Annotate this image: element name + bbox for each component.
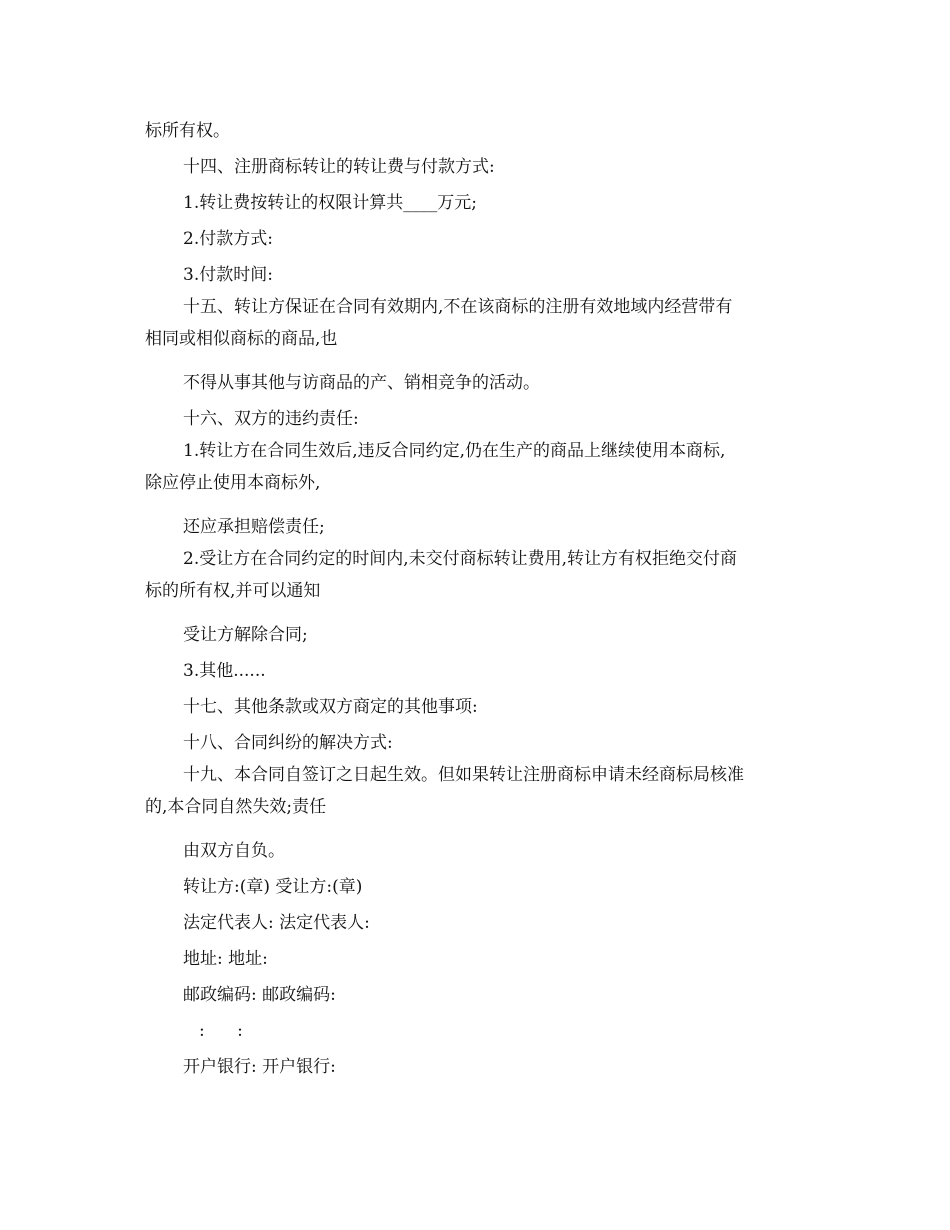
- clause-heading: 十五、转让方保证在合同有效期内,不在该商标的注册有效地域内经营带有: [183, 297, 733, 317]
- signature-line: 开户银行: 开户银行:: [183, 1057, 336, 1077]
- text-line: 3.其他......: [183, 661, 266, 681]
- text-line: 2.付款方式:: [183, 229, 273, 249]
- text-line: 由双方自负。: [183, 841, 285, 861]
- signature-line: 地址: 地址:: [183, 949, 268, 969]
- clause-heading: 十七、其他条款或双方商定的其他事项:: [183, 697, 478, 717]
- signature-line: 转让方:(章) 受让方:(章): [183, 877, 363, 897]
- clause-heading: 十四、注册商标转让的转让费与付款方式:: [183, 157, 495, 177]
- text-line: 标的所有权,并可以通知: [145, 581, 321, 601]
- text-line: 标所有权。: [145, 121, 230, 141]
- signature-line: 邮政编码: 邮政编码:: [183, 985, 336, 1005]
- clause-heading: 十九、本合同自签订之日起生效。但如果转让注册商标申请未经商标局核准: [183, 765, 744, 785]
- text-line: 1.转让费按转让的权限计算共____万元;: [183, 193, 477, 213]
- document-body: [145, 113, 805, 1085]
- text-line: 不得从事其他与访商品的产、销相竞争的活动。: [183, 373, 540, 393]
- text-line: 1.转让方在合同生效后,违反合同约定,仍在生产的商品上继续使用本商标,: [183, 441, 726, 461]
- text-line: 除应停止使用本商标外,: [145, 473, 321, 493]
- text-line: 2.受让方在合同约定的时间内,未交付商标转让费用,转让方有权拒绝交付商: [183, 549, 738, 569]
- text-line: 的,本合同自然失效;责任: [145, 797, 327, 817]
- clause-heading: 十六、双方的违约责任:: [183, 409, 359, 429]
- text-line: 还应承担赔偿责任;: [183, 517, 325, 537]
- text-line: 相同或相似商标的商品,也: [145, 329, 338, 349]
- signature-line: 法定代表人: 法定代表人:: [183, 913, 370, 933]
- signature-line: : :: [199, 1021, 243, 1041]
- text-line: 受让方解除合同;: [183, 625, 308, 645]
- text-line: 3.付款时间:: [183, 265, 273, 285]
- clause-heading: 十八、合同纠纷的解决方式:: [183, 733, 393, 753]
